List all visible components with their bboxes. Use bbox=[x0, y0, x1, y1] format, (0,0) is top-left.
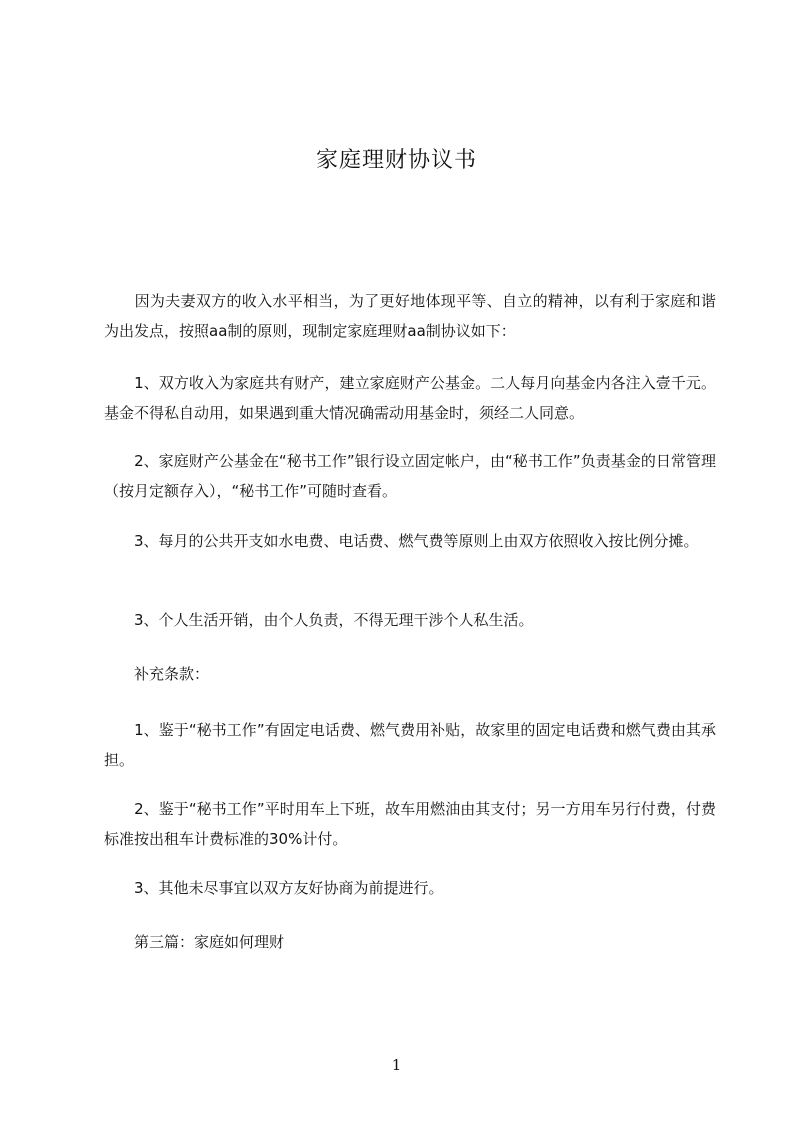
page-number: 1 bbox=[391, 1056, 402, 1074]
section-heading: 第三篇：家庭如何理财 bbox=[104, 933, 285, 951]
supplement-1-paragraph: 1、鉴于“秘书工作”有固定电话费、燃气费用补贴，故家里的固定电话费和燃气费由其承担。 bbox=[104, 721, 716, 769]
supplementary-heading: 补充条款： bbox=[104, 665, 210, 683]
supplement-3-paragraph: 3、其他未尽事宜以双方友好协商为前提进行。 bbox=[104, 879, 444, 897]
document-title: 家庭理财协议书 bbox=[315, 148, 477, 173]
clause-2-paragraph: 2、家庭财产公基金在“秘书工作”银行设立固定帐户，由“秘书工作”负责基金的日常管理（按月定额存入），“秘书工作”可随时查看。 bbox=[104, 452, 716, 500]
clause-4-paragraph: 3、个人生活开销，由个人负责，不得无理干涉个人私生活。 bbox=[104, 611, 534, 629]
intro-paragraph: 因为夫妻双方的收入水平相当，为了更好地体现平等、自立的精神，以有利于家庭和谐为出发点，按照aa制的原则，现制定家庭理财aa制协议如下： bbox=[104, 292, 716, 340]
clause-3-paragraph: 3、每月的公共开支如水电费、电话费、燃气费等原则上由双方依照收入按比例分摊。 bbox=[104, 532, 699, 550]
clause-1-paragraph: 1、双方收入为家庭共有财产，建立家庭财产公基金。二人每月向基金内各注入壹千元。基金不得私自动用，如果遇到重大情况确需动用基金时，须经二人同意。 bbox=[104, 374, 716, 422]
supplement-2-paragraph: 2、鉴于“秘书工作”平时用车上下班，故车用燃油由其支付；另一方用车另行付费，付费标准按出租车计费标准的30%计付。 bbox=[104, 800, 716, 848]
